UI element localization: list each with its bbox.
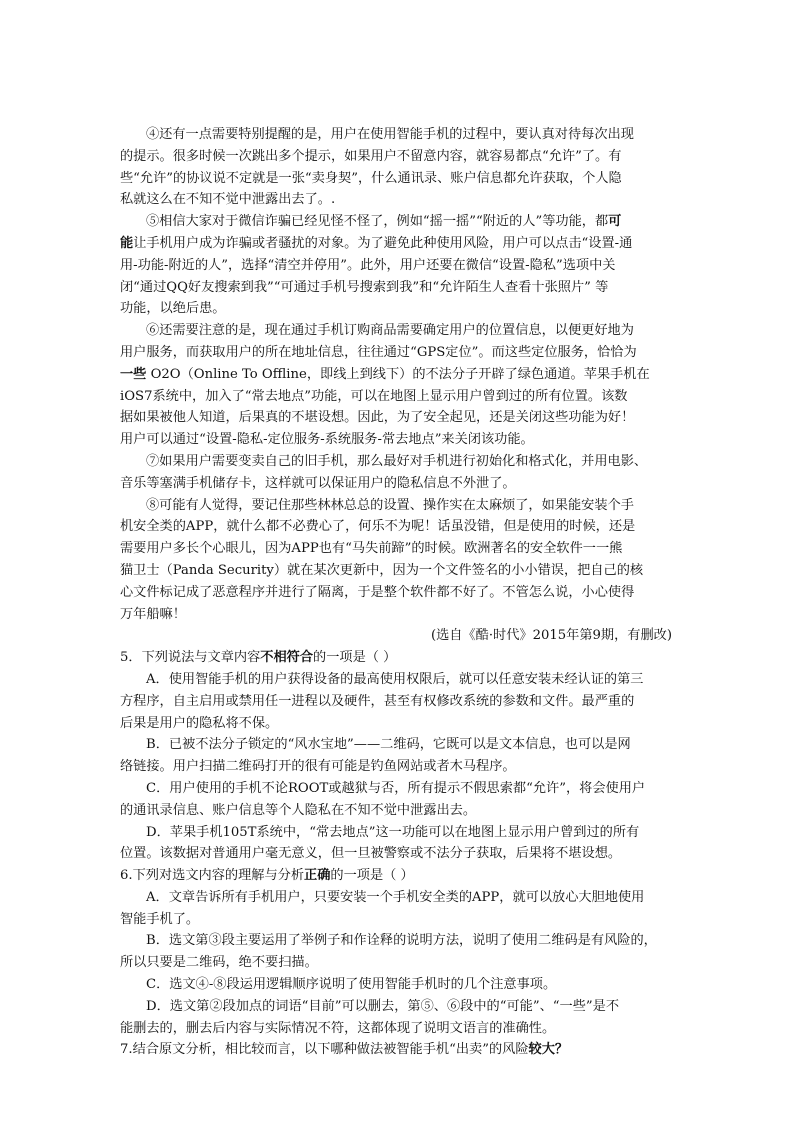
text-line: 据如果被他人知道，后果真的不堪设想。因此，为了安全起见，还是关闭这些功能为好！ <box>120 410 635 426</box>
paragraph-7 <box>120 451 672 495</box>
option-b <box>120 734 672 778</box>
text-line: A．文章告诉所有手机用户，只要安装一个手机安全类的APP，就可以放心大胆地使用 <box>146 889 645 905</box>
text-line: ⑦如果用户需要变卖自己的旧手机，那么最好对手机进行初始化和格式化，并用电影、 <box>146 453 648 469</box>
text-line <box>120 233 672 255</box>
text-line: D．苹果手机105T系统中，“常去地点”这一功能可以在地图上显示用户曾到过的所有 <box>146 824 640 840</box>
text-line: 智能手机了。 <box>120 911 200 927</box>
text-line: 所以只要是二维码，绝不要扫描。 <box>120 955 318 971</box>
text-line: 功能，以绝后患。 <box>120 301 226 317</box>
paragraph-4 <box>120 124 672 211</box>
text-line: B．选文第③段主要运用了举例子和作诠释的说明方法，说明了使用二维码是有风险的， <box>146 933 657 949</box>
text-line: D．选文第②段加点的词语“目前”可以删去，第⑤、⑥段中的“可能”、“一些”是不 <box>146 998 620 1014</box>
article-body <box>120 124 672 1061</box>
text-span: 让手机用户成为诈骗或者骚扰的对象。为了避免此种使用风险，用户可以点击“设置-通 <box>133 235 633 251</box>
bold-text: 一些 <box>120 366 147 382</box>
bold-text: 正确 <box>304 868 331 884</box>
text-line: 闭“通过QQ好友搜索到我”“可通过手机号搜索到我”和“允许陌生人查看十张照片” 等 <box>120 279 609 295</box>
text-line: 需要用户多长个心眼儿，因为APP也有“马失前蹄”的时候。欧洲著名的安全软件一一熊 <box>120 541 623 557</box>
question-5 <box>120 647 672 865</box>
text-line: iOS7系统中，加入了“常去地点”功能，可以在地图上显示用户曾到过的所有位置。该数 <box>120 388 628 404</box>
text-span: 7.结合原文分析，相比较而言，以下哪种做法被智能手机“出卖”的风险 <box>120 1042 529 1058</box>
text-span: 的一项是（ ） <box>313 650 397 666</box>
question-6 <box>120 865 672 1039</box>
text-line: ④还有一点需要特别提醒的是，用户在使用智能手机的过程中，要认真对待每次出现 <box>146 127 634 142</box>
text-line: 后果是用户的隐私将不保。 <box>120 715 279 731</box>
source-citation: (选自《酷·时代》2015年第9期，有删改) <box>430 628 672 644</box>
option-b <box>120 930 672 974</box>
text-line: 心文件标记成了恶意程序并进行了隔离，于是整个软件都不好了。不管怎么说，小心使得 <box>120 584 635 600</box>
paragraph-5 <box>120 211 672 320</box>
option-a <box>120 669 672 734</box>
text-line: 方程序，自主启用或禁用任一进程以及硬件，甚至有权修改系统的参数和文件。最严重的 <box>120 693 635 709</box>
text-span: 6.下列对选文内容的理解与分析 <box>120 868 305 884</box>
text-line: C．选文④-⑧段运用逻辑顺序说明了使用智能手机时的几个注意事项。 <box>146 977 557 993</box>
text-line: 位置。该数据对普通用户毫无意义，但一旦被警察或不法分子获取，后果将不堪设想。 <box>120 846 622 862</box>
text-line: 用户可以通过“设置-隐私-定位服务-系统服务-常去地点”来关闭该功能。 <box>120 432 534 448</box>
text-line <box>120 364 672 386</box>
option-d <box>120 996 672 1040</box>
bold-text: 较大？ <box>528 1042 569 1058</box>
text-line <box>120 211 672 233</box>
text-line: 万年船嘛！ <box>120 606 186 622</box>
text-line: ⑥还需要注意的是，现在通过手机订购商品需要确定用户的位置信息，以便更好地为 <box>146 323 634 339</box>
option-d <box>120 822 672 866</box>
bold-text: 可 <box>608 214 622 230</box>
option-c <box>120 778 672 822</box>
text-line: 的提示。很多时候一次跳出多个提示，如果用户不留意内容，就容易都点“允许”了。有 <box>120 148 622 164</box>
text-line: ⑧可能有人觉得，要记住那些林林总总的设置、操作实在太麻烦了，如果能安装个手 <box>146 497 634 513</box>
paragraph-6 <box>120 320 672 451</box>
text-line: C．用户使用的手机不论ROOT或越狱与否，所有提示不假思索都“允许”，将会使用户 <box>146 780 646 796</box>
paragraph-8 <box>120 495 672 626</box>
bold-text: 不相符合 <box>260 650 314 666</box>
text-line: 些“允许”的协议说不定就是一张“卖身契”，什么通讯录、账户信息都允许获取，个人隐 <box>120 170 622 186</box>
text-span: 的一项是（ ） <box>330 868 414 884</box>
text-line: 猫卫士（Panda Security）就在某次更新中，因为一个文件签名的小小错误，把自己的核 <box>120 562 644 578</box>
question-stem <box>120 865 672 887</box>
option-a <box>120 887 672 931</box>
text-line: 络链接。用户扫描二维码打开的很有可能是钓鱼网站或者木马程序。 <box>120 759 516 775</box>
text-line: B．已被不法分子锁定的“风水宝地”——二维码，它既可以是文本信息，也可以是网 <box>146 737 631 753</box>
bold-text: 能 <box>120 235 134 251</box>
text-line: 音乐等塞满手机储存卡，这样就可以保证用户的隐私信息不外泄了。 <box>120 475 516 491</box>
text-line: 能删去的，删去后内容与实际情况不符，这都体现了说明文语言的准确性。 <box>120 1020 556 1036</box>
text-span: ⑤相信大家对于微信诈骗已经见怪不怪了，例如“摇一摇”“附近的人”等功能，都 <box>146 214 609 230</box>
text-span: O2O（Online To Offline，即线上到线下）的不法分子开辟了绿色通道。苹果手机在 <box>146 366 650 382</box>
text-line: A．使用智能手机的用户获得设备的最高使用权限后，就可以任意安装未经认证的第三 <box>146 671 644 687</box>
option-c <box>120 974 672 996</box>
text-line: 的通讯录信息、账户信息等个人隐私在不知不觉中泄露出去。 <box>120 802 477 818</box>
question-7-stem <box>120 1039 672 1061</box>
text-line: 私就这么在不知不觉中泄露出去了。. <box>120 192 336 208</box>
text-line: 机安全类的APP，就什么都不必费心了，何乐不为呢！话虽没错，但是使用的时候，还是 <box>120 519 636 535</box>
text-span: 5．下列说法与文章内容 <box>120 650 261 666</box>
text-line: 用-功能-附近的人”，选择“清空并停用”。此外，用户还要在微信“设置-隐私”选项中关 <box>120 257 616 273</box>
text-line: 用户服务，而获取用户的所在地址信息，往往通过“GPS定位”。而这些定位服务，恰恰为 <box>120 344 637 360</box>
question-stem <box>120 647 672 669</box>
